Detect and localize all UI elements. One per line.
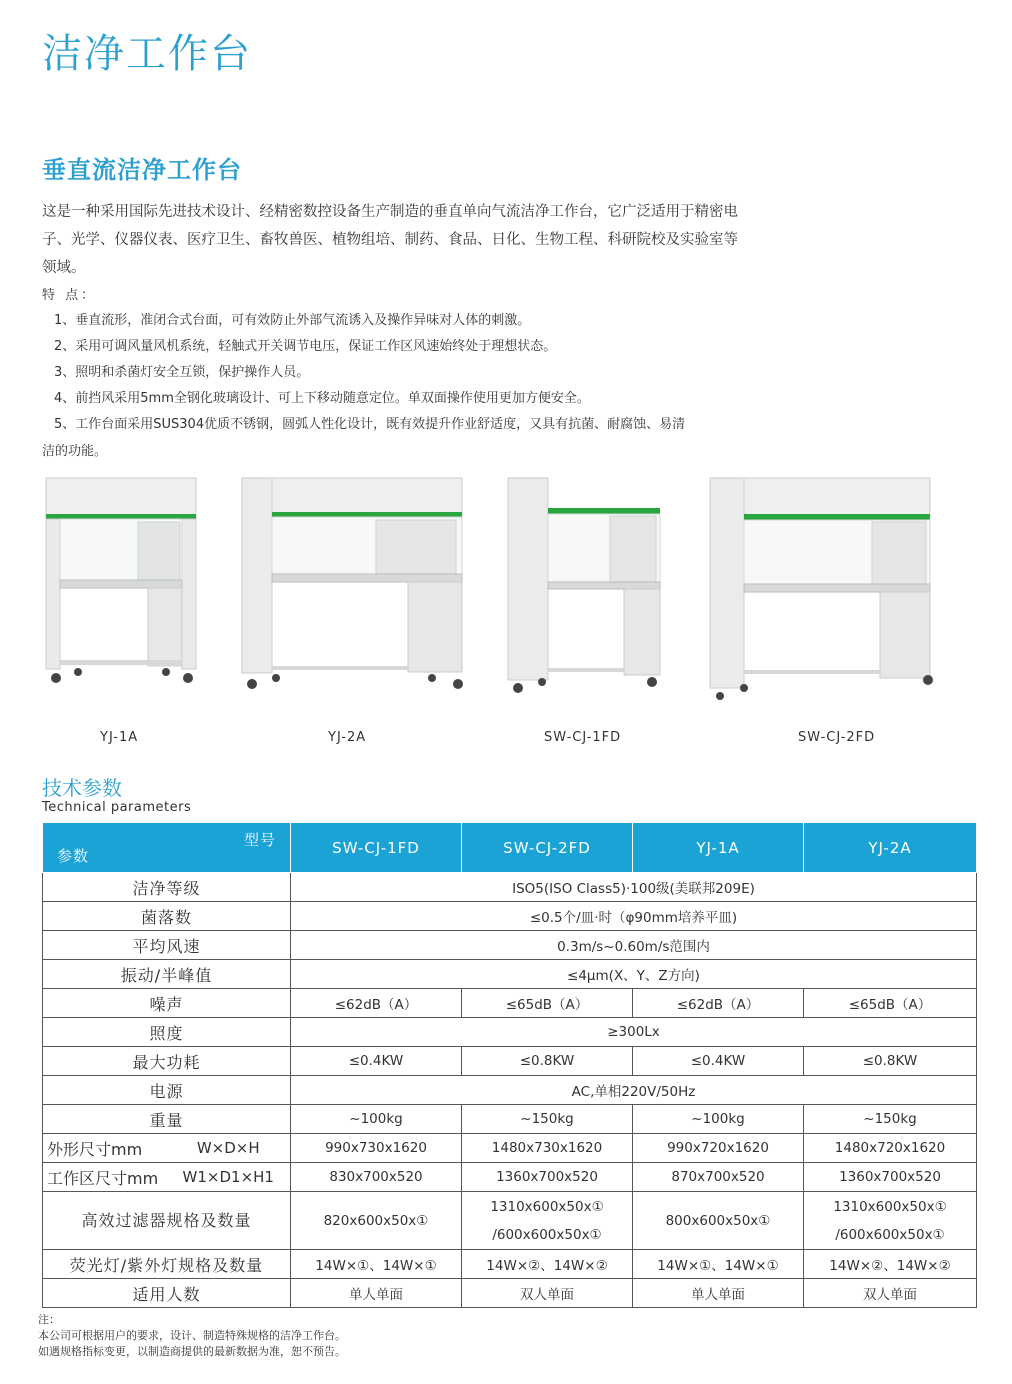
param-value: 双人单面: [462, 1279, 633, 1308]
column-header: SW-CJ-1FD: [291, 823, 462, 873]
table-corner-cell: [43, 823, 291, 873]
product-yj-1a: [38, 470, 208, 750]
param-value: [804, 1192, 977, 1250]
param-value: 990x730x1620: [291, 1134, 462, 1163]
product-yj-2a: [236, 470, 476, 750]
product-sw-cj-1fd: [502, 470, 672, 750]
table-row: [43, 1047, 977, 1076]
value-line: 1310x600x50x①: [490, 1198, 604, 1215]
notes-label: 注：: [38, 1313, 60, 1326]
table-row: [43, 1250, 977, 1279]
param-value: 0.3m/s~0.60m/s范围内: [291, 931, 977, 960]
param-value: 单人单面: [633, 1279, 804, 1308]
param-name: 电源: [43, 1076, 291, 1105]
table-row: [43, 989, 977, 1018]
feature-item: 1、垂直流形，准闭合式台面，可有效防止外部气流诱入及操作异味对人体的刺激。: [54, 313, 531, 328]
feature-continuation: 洁的功能。: [42, 444, 108, 459]
param-value: ≤0.5个/皿·时（φ90mm培养平皿): [291, 902, 977, 931]
corner-label-model: 型号: [243, 831, 276, 849]
param-value: ≤62dB（A）: [291, 989, 462, 1018]
param-name: 适用人数: [43, 1279, 291, 1308]
param-value: 820x600x50x①: [291, 1192, 462, 1250]
product-caption: YJ-2A: [328, 730, 367, 745]
tech-params-table: [42, 822, 977, 1308]
column-header: YJ-2A: [804, 823, 977, 873]
param-name: 工作区尺寸mm: [43, 1163, 167, 1192]
param-name: 重量: [43, 1105, 291, 1134]
feature-item: 3、照明和杀菌灯安全互锁，保护操作人员。: [54, 365, 310, 380]
param-name: 外形尺寸mm: [43, 1134, 167, 1163]
notes-line: 如遇规格指标变更，以制造商提供的最新数据为准，恕不预告。: [38, 1345, 346, 1358]
clean-bench-image: [704, 470, 944, 700]
table-row: [43, 1105, 977, 1134]
param-subname: W1×D1×H1: [167, 1163, 291, 1192]
feature-item: 5、工作台面采用SUS304优质不锈钢，圆弧人性化设计，既有效提升作业舒适度，又具有抗菌、耐腐蚀、易清: [54, 417, 686, 432]
table-row: [43, 902, 977, 931]
table-row: [43, 873, 977, 902]
param-value: 双人单面: [804, 1279, 977, 1308]
param-subname: W×D×H: [167, 1134, 291, 1163]
product-caption: SW-CJ-2FD: [798, 730, 876, 745]
column-header: SW-CJ-2FD: [462, 823, 633, 873]
product-caption: YJ-1A: [100, 730, 139, 745]
product-sw-cj-2fd: [704, 470, 944, 750]
param-value: 1360x700x520: [462, 1163, 633, 1192]
param-value: 830x700x520: [291, 1163, 462, 1192]
param-name: 高效过滤器规格及数量: [43, 1192, 291, 1250]
param-value: ≤65dB（A）: [804, 989, 977, 1018]
table-row: [43, 1279, 977, 1308]
feature-item: 2、采用可调风量风机系统，轻触式开关调节电压，保证工作区风速始终处于理想状态。: [54, 339, 557, 354]
page-title: 洁净工作台: [42, 31, 252, 77]
param-value: 990x720x1620: [633, 1134, 804, 1163]
param-name: 洁净等级: [43, 873, 291, 902]
param-value: 1360x700x520: [804, 1163, 977, 1192]
param-name: 最大功耗: [43, 1047, 291, 1076]
feature-item: 4、前挡风采用5mm全钢化玻璃设计、可上下移动随意定位。单双面操作使用更加方便安全。: [54, 391, 590, 406]
param-value: 单人单面: [291, 1279, 462, 1308]
notes: [38, 1312, 346, 1360]
value-line: /600x600x50x①: [492, 1226, 602, 1243]
param-name: 荧光灯/紫外灯规格及数量: [43, 1250, 291, 1279]
param-value: ≤62dB（A）: [633, 989, 804, 1018]
clean-bench-image: [38, 470, 208, 700]
value-line: /600x600x50x①: [835, 1226, 945, 1243]
table-row: [43, 1192, 977, 1250]
param-value: ≤4μm(X、Y、Z方向): [291, 960, 977, 989]
product-caption: SW-CJ-1FD: [544, 730, 622, 745]
table-row: [43, 931, 977, 960]
param-value: 1480x720x1620: [804, 1134, 977, 1163]
param-value: ≥300Lx: [291, 1018, 977, 1047]
table-row: [43, 960, 977, 989]
section-title: 垂直流洁净工作台: [42, 156, 242, 184]
param-value: ~150kg: [462, 1105, 633, 1134]
table-row: [43, 1134, 977, 1163]
param-value: ISO5(ISO Class5)·100级(美联邦209E): [291, 873, 977, 902]
param-value: ~150kg: [804, 1105, 977, 1134]
param-value: 14W×①、14W×①: [291, 1250, 462, 1279]
product-gallery: [30, 470, 980, 750]
param-value: 14W×②、14W×②: [804, 1250, 977, 1279]
tech-params-title: 技术参数: [42, 776, 122, 800]
param-name: 振动/半峰值: [43, 960, 291, 989]
clean-bench-image: [236, 470, 476, 700]
features-list: [42, 308, 742, 438]
param-value: 870x700x520: [633, 1163, 804, 1192]
param-value: AC,单相220V/50Hz: [291, 1076, 977, 1105]
param-name: 平均风速: [43, 931, 291, 960]
features-heading: 特 点：: [42, 288, 98, 303]
table-header-row: [43, 823, 977, 873]
table-row: [43, 1018, 977, 1047]
param-name: 照度: [43, 1018, 291, 1047]
param-name: 菌落数: [43, 902, 291, 931]
param-value: 14W×②、14W×②: [462, 1250, 633, 1279]
param-value: 1480x730x1620: [462, 1134, 633, 1163]
param-value: 14W×①、14W×①: [633, 1250, 804, 1279]
column-header: YJ-1A: [633, 823, 804, 873]
param-value: ≤0.8KW: [462, 1047, 633, 1076]
table-row: [43, 1076, 977, 1105]
param-value: ≤0.4KW: [633, 1047, 804, 1076]
param-value: [462, 1192, 633, 1250]
param-value: 800x600x50x①: [633, 1192, 804, 1250]
notes-line: 本公司可根据用户的要求，设计、制造特殊规格的洁净工作台。: [38, 1329, 346, 1342]
param-value: ~100kg: [291, 1105, 462, 1134]
clean-bench-image: [502, 470, 672, 700]
param-value: ≤65dB（A）: [462, 989, 633, 1018]
value-line: 1310x600x50x①: [833, 1198, 947, 1215]
table-row: [43, 1163, 977, 1192]
intro-paragraph: 这是一种采用国际先进技术设计、经精密数控设备生产制造的垂直单向气流洁净工作台，它广泛适用于精密电子、光学、仪器仪表、医疗卫生、畜牧兽医、植物组培、制药、食品、日化、生物工程、科研院校及实验室等领域。: [42, 204, 738, 276]
param-value: ≤0.4KW: [291, 1047, 462, 1076]
tech-params-subtitle: Technical parameters: [42, 800, 192, 815]
param-name: 噪声: [43, 989, 291, 1018]
param-value: ≤0.8KW: [804, 1047, 977, 1076]
corner-label-param: 参数: [57, 847, 90, 865]
param-value: ~100kg: [633, 1105, 804, 1134]
